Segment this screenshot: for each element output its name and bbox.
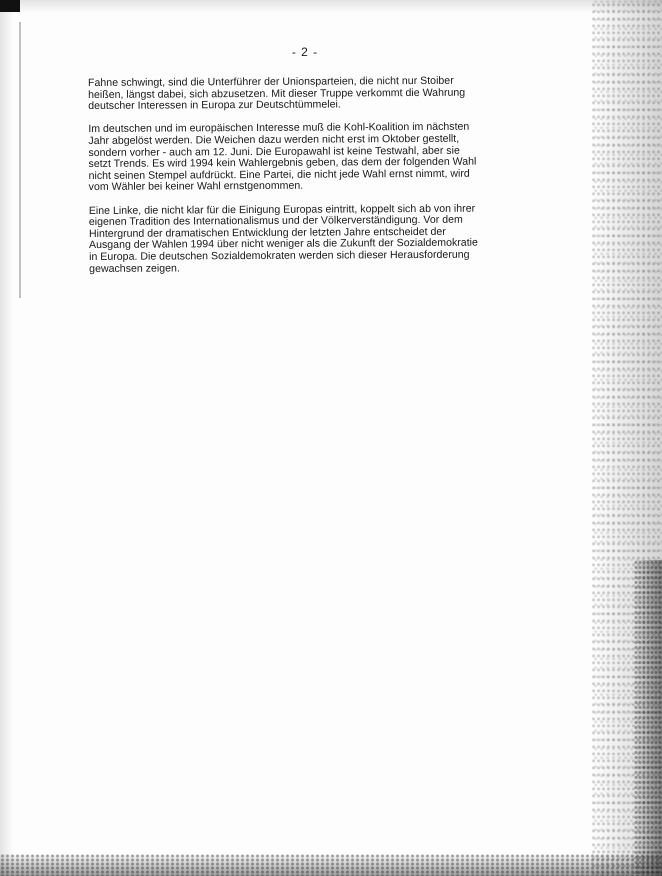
paragraph-3 (89, 203, 503, 275)
paragraph-1 (88, 75, 502, 112)
body-text (88, 75, 503, 286)
text-line: Im deutschen und im europäischen Interesse muß die Kohl-Koalition im nächsten (88, 121, 470, 136)
page-number: - 2 - (291, 45, 319, 59)
text-line: gewachsen zeigen. (89, 261, 180, 275)
scan-top-edge (0, 0, 662, 14)
text-line: Hintergrund der dramatischen Entwicklung der letzten Jahre entscheidet der (88, 225, 446, 240)
scan-left-rule (19, 22, 21, 298)
scan-right-shadow (634, 560, 662, 876)
text-line: deutscher Interessen in Europa zur Deutschtümmelei. (88, 98, 341, 113)
text-line: vom Wähler bei keiner Wahl ernstgenommen. (88, 180, 304, 194)
text-line: in Europa. Die deutschen Sozialdemokraten werden sich dieser Herausforderung (89, 248, 470, 263)
paragraph-2 (88, 122, 502, 194)
text-line: heißen, längst dabei, sich abzusetzen. Mit dieser Truppe verkommt die Wahrung (88, 86, 466, 101)
text-line: Jahr abgelöst werden. Die Weichen dazu werden nicht erst im Oktober gestellt, (88, 132, 460, 147)
text-line: Fahne schwingt, sind die Unterführer der Unionsparteien, die nicht nur Stoiber (87, 74, 454, 89)
text-line: Ausgang der Wahlen 1994 über nicht weniger als die Zukunft der Sozialdemokratie (88, 236, 478, 252)
text-line: Eine Linke, die nicht klar für die Einigung Europas eintritt, koppelt sich ab von ihrer (88, 202, 476, 217)
scan-bottom-shadow (0, 854, 662, 876)
scan-corner-mark (0, 0, 20, 12)
text-line: setzt Trends. Es wird 1994 kein Wahlergebnis geben, das dem der folgenden Wahl (88, 155, 477, 171)
scan-left-edge (0, 0, 14, 876)
text-line: sondern vorher - auch am 12. Juni. Die Europawahl ist keine Testwahl, aber sie (88, 144, 460, 159)
text-line: eigenen Tradition des Internationalismus und der Völkerverständigung. Vor dem (88, 213, 463, 229)
text-line: nicht seinen Stempel aufdrückt. Eine Partei, die nicht jede Wahl ernst nimmt, wird (88, 167, 470, 182)
